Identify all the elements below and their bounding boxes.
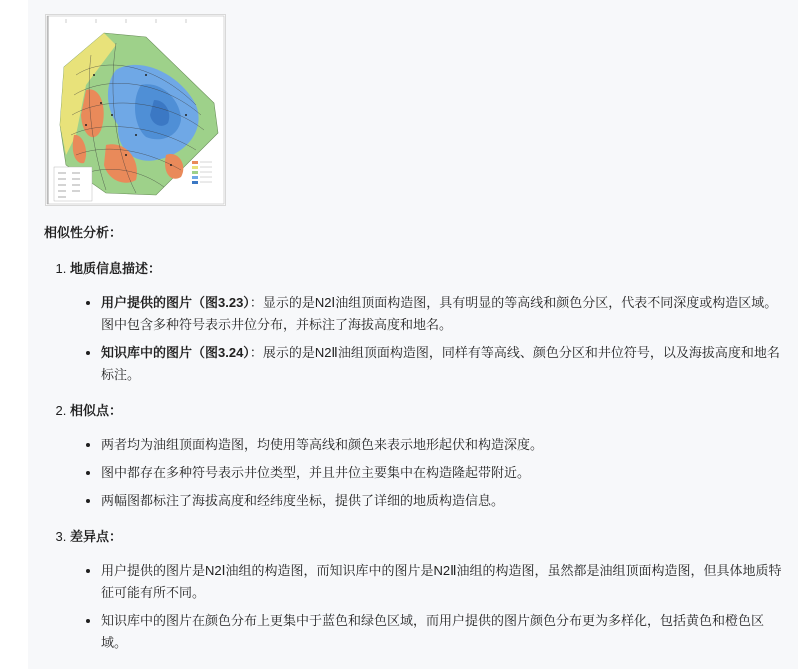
list-item [101,292,789,336]
list-item [101,610,789,654]
list-item [101,342,789,386]
item-text: 用户提供的图片是N2Ⅰ油组的构造图，而知识库中的图片是N2Ⅱ油组的构造图，虽然都是油组顶面构造图，但具体地质特征可能有所不同。 [101,563,782,600]
item-bold-label: 用户提供的图片（图3.23） [101,295,250,310]
section-title: 地质信息描述： [70,261,162,276]
section-list [70,560,789,654]
analysis-heading: 相似性分析： [44,225,123,240]
list-item [101,490,789,512]
geologic-structure-map-image[interactable] [45,14,226,206]
structure-map-illustration [46,15,225,205]
section-differences [70,526,789,654]
item-bold-label: 知识库中的图片（图3.24） [101,345,250,360]
item-text: ：显示的是N2Ⅰ油组顶面构造图，具有明显的等高线和颜色分区，代表不同深度或构造区域。图中包含多种符号表示井位分布，并标注了海拔高度和地名。 [101,295,778,332]
section-title: 差异点： [70,529,123,544]
item-text: 图中都存在多种符号表示井位类型，并且井位主要集中在构造隆起带附近。 [101,465,531,480]
section-title: 相似点： [70,403,123,418]
list-item [101,434,789,456]
section-similarities [70,400,789,512]
item-text: ：展示的是N2Ⅱ油组顶面构造图，同样有等高线、颜色分区和井位符号，以及海拔高度和地名标注。 [101,345,780,382]
analysis-sections [44,258,789,654]
list-item [101,560,789,604]
section-list [70,434,789,512]
section-list [70,292,789,386]
item-text: 知识库中的图片在颜色分布上更集中于蓝色和绿色区域，而用户提供的图片颜色分布更为多样化，包括黄色和橙色区域。 [101,613,765,650]
analysis-content [44,220,789,668]
section-geologic-description [70,258,789,386]
item-text: 两幅图都标注了海拔高度和经纬度坐标，提供了详细的地质构造信息。 [101,493,505,508]
list-item [101,462,789,484]
left-gutter [0,0,28,669]
item-text: 两者均为油组顶面构造图，均使用等高线和颜色来表示地形起伏和构造深度。 [101,437,544,452]
